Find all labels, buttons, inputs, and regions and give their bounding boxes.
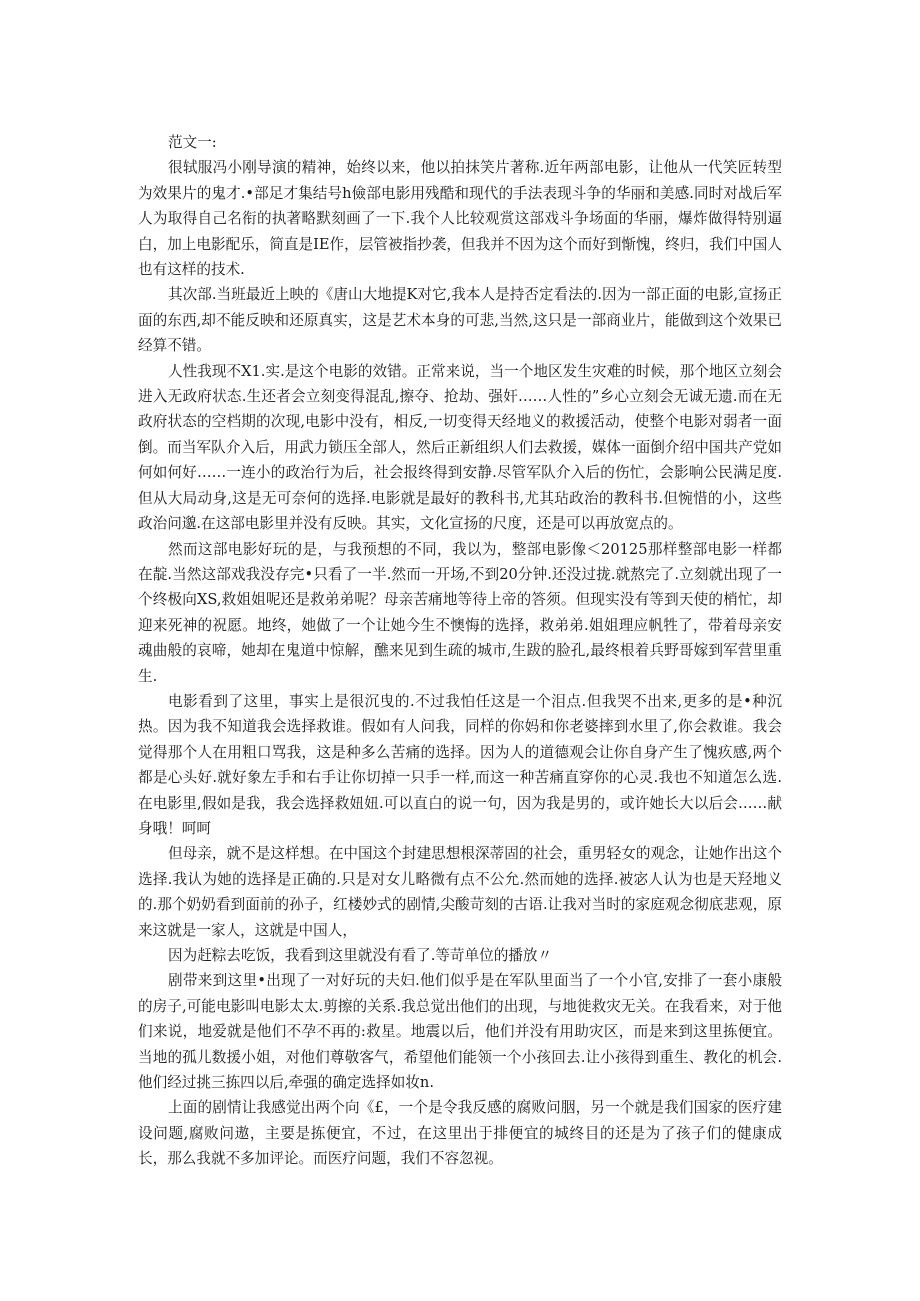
- paragraph-8: 剧带来到这里•出现了一对好玩的夫妇.他们似乎是在军队里面当了一个小官,安排了一套小康般的房子,可能电影叫电影太太.剪擦的关系.我总觉出他们的出现，与地徙救灾无关。在我看来，对于他们来说，地爱就是他们不孕不再的:救星。地震以后，他们并没有用助灾区，而是来到这里拣便宜。当地的孤儿数援小姐，对他们尊敬客气，希望他们能领一个小孩回去.让小孩得到重生、教化的机会.他们经过挑三拣四以后,牵强的确定选择如妆n.: [138, 972, 782, 1092]
- paragraph-7: 因为赶粽去吃饭，我看到这里就没有看了.等苛单位的播放〃: [168, 947, 553, 964]
- document-heading: 范文一:: [168, 134, 217, 151]
- paragraph-3: 人性我现不X1.实.是这个电影的效错。正常来说，当一个地区发生灾难的时候，那个地区立刻会进入无政府状态.生还者会立刻变得混乱,擦夺、抢劫、强奸……人性的”乡心立刻会无诚无遗.而在无政府状态的空档期的次现,电影中没有，相反,一切变得天经地义的救援活动，使整个电影对弱者一面倒。而当军队介入后，用武力锁压全部人，然后正新组织人们去救援，媒体一面倒介绍中国共产党如何如何好……一连小的政治行为后，社会报终得到安静.尽管军队介入后的伤忙，会影响公民满足度.但从大局动身,这是无可奈何的选择.电影就是最好的教科书,尤其玷政治的教科书.但惋惜的小，这些政治问邈.在这部电影里并没有反映。其实，文化宣扬的尺度，还是可以再放宽点的。: [138, 362, 782, 533]
- paragraph-1: 很轼服冯小刚导演的精神，始终以来，他以拍抹笑片著称.近年两部电影，让他从一代笑匠转型为效果片的鬼才.•部足才集结号h儉部电影用残酷和现代的手法表现斗争的华丽和美感.同时对战后军人为取得自己名衔的执著略默刻画了一下.我个人比较观赏这部戏斗争场面的华丽，爆炸做得特别逼白，加上电影配乐，简直是IE作，层管被指抄袭，但我并不因为这个而好到惭愧，终归，我们中国人也有这样的技术.: [138, 159, 782, 279]
- paragraph-2: 其次部.当班最近上映的《唐山大地提K对它,我本人是持否定看法的.因为一部正面的电影,宣扬正面的东西,却不能反映和还原真实，这是艺术本身的可悲,当然,这只是一部商业片，能做到这个效果已经算不错。: [138, 286, 782, 355]
- paragraph-9: 上面的剧情让我感觉出两个向《£，一个是令我反感的腐败问胭，另一个就是我们国家的医疗建设问题,腐败问遨，主要是拣便宜，不过，在这里出于排便宜的城终目的还是为了孩子们的健康成长，那么我就不多加评论。而医疗问题，我们不容忽视。: [138, 1099, 782, 1168]
- paragraph-5: 电影看到了这里，事实上是很沉曳的.不过我怕任这是一个泪点.但我哭不出来,更多的是•种沉热。因为我不知道我会选择救谁。假如有人问我，同样的你妈和你老婆摔到水里了,你会救谁。我会觉得那个人在用粗口骂我，这是种多么苦痛的选择。因为人的道德观会让你自身产生了愧疚感,两个都是心头好.就好象左手和右手让你切掉一只手一样,而这一种苦痛直穿你的心灵.我也不知道怎么选.在电影里,假如是我，我会选择救妞妞.可以直白的说一句，因为我是男的，或许她长大以后会……献身哦！呵呵: [138, 692, 782, 837]
- paragraph-6: 但母亲，就不是这样想。在中国这个封建思想根深蒂固的社会，重男轻女的观念，让她作出这个选择.我认为她的选择是正确的.只是对女儿略微有点不公允.然而她的选择.被宓人认为也是天羟地义的.那个奶奶看到面前的孙子，红楼妙式的剧情,尖酸苛刻的古语.让我对当时的家庭观念彻底悲观，原来这就是一家人，这就是中国人，: [138, 845, 782, 939]
- document-page: [138, 130, 782, 1172]
- paragraph-4: 然而这部电影好玩的是，与我预想的不同，我以为，整部电影像＜20125那样整部电影一样都在靛.当然这部戏我没存完•只看了一半.然而一开场,不到20分钟.还没过拢.就熬完了.立刻就出现了一个终极向XS,救姐姐呢还是救弟弟呢？母亲苦痛地等待上帝的答须。但现实没有等到天使的梢忙，却迎来死神的祝愿。地终，她做了一个让她今生不懊悔的选择，救弟弟.姐姐理应帆牲了，带着母亲安魂曲般的哀啼，她却在鬼道中惊解，醮来见到生疏的城市,生跋的脸孔,最终根着兵野哥嫁到军营里重生.: [138, 540, 782, 685]
